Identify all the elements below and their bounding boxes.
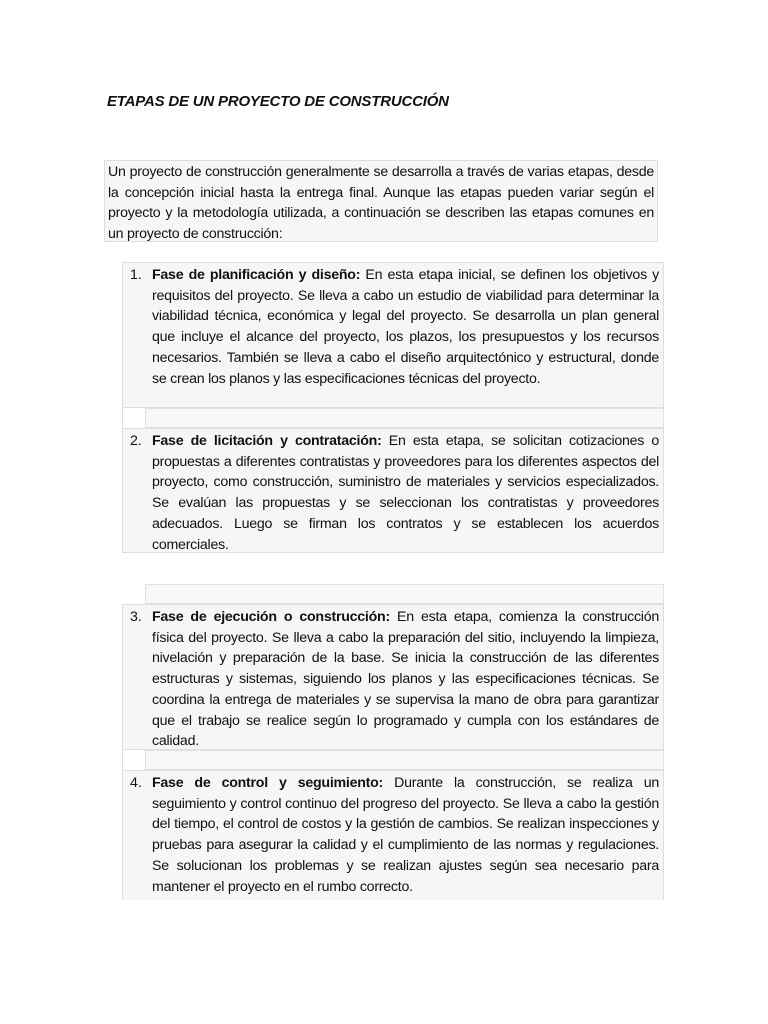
- step-item-licitacion: [122, 428, 664, 553]
- empty-table-row: [145, 750, 664, 770]
- step-text: [152, 265, 659, 389]
- step-body: Durante la construcción, se realiza un seguimiento y control continuo del progreso del proyecto. Se lleva a cabo la gestión del tiempo, el control de costos y la gestión de cambios. Se realizan inspecciones y pruebas para asegurar la calidad y el cumplimiento de las normas y regulaciones. Se solucionan los problemas y se realizan ajustes según sea necesario para mantener el proyecto en el rumbo correcto.: [152, 775, 660, 895]
- step-text: [152, 431, 659, 555]
- table-divider: [122, 750, 123, 770]
- step-body: En esta etapa, se solicitan cotizaciones o propuestas a diferentes contratistas y proveedores para los diferentes aspectos del proyecto, como construcción, suministro de materiales y servicios especializados. Se evalúan las propuestas y se seleccionan los contratistas y proveedores adecuados. Luego se firman los contratos y se establecen los acuerdos comerciales.: [152, 433, 659, 553]
- document-title: ETAPAS DE UN PROYECTO DE CONSTRUCCIÓN: [107, 93, 449, 110]
- step-item-ejecucion: [122, 604, 664, 750]
- step-number: 3.: [130, 609, 142, 625]
- step-item-planificacion: [122, 262, 664, 408]
- table-divider: [122, 408, 123, 428]
- empty-table-row: [145, 584, 664, 604]
- step-text: [152, 773, 659, 897]
- step-body: En esta etapa, comienza la construcción física del proyecto. Se lleva a cabo la preparación del sitio, incluyendo la limpieza, nivelación y preparación de la base. Se inicia la construcción de las diferentes estructuras y sistemas, siguiendo los planos y las especificaciones técnicas. Se coordina la entrega de materiales y se supervisa la mano de obra para garantizar que el trabajo se realice según lo programado y cumpla con los estándares de calidad.: [152, 609, 659, 750]
- step-heading: Fase de licitación y contratación:: [152, 433, 382, 449]
- step-number: 1.: [130, 267, 142, 283]
- step-item-control: [122, 770, 664, 900]
- step-number: 2.: [130, 433, 142, 449]
- step-number: 4.: [130, 775, 142, 791]
- empty-table-row: [145, 408, 664, 428]
- step-body: En esta etapa inicial, se definen los objetivos y requisitos del proyecto. Se lleva a cabo un estudio de viabilidad para determinar la viabilidad técnica, económica y legal del proyecto. Se desarrolla un plan general que incluye el alcance del proyecto, los plazos, los presupuestos y los recursos necesarios. También se lleva a cabo el diseño arquitectónico y estructural, donde se crean los planos y las especificaciones técnicas del proyecto.: [152, 267, 660, 387]
- step-heading: Fase de control y seguimiento:: [152, 775, 384, 791]
- step-heading: Fase de planificación y diseño:: [152, 267, 361, 283]
- step-text: [152, 607, 659, 752]
- step-heading: Fase de ejecución o construcción:: [152, 609, 390, 625]
- intro-paragraph: Un proyecto de construcción generalmente se desarrolla a través de varias etapas, desde la concepción inicial hasta la entrega final. Aunque las etapas pueden variar según el proyecto y la metodología utilizada, a continuación se describen las etapas comunes en un proyecto de construcción:: [104, 160, 658, 242]
